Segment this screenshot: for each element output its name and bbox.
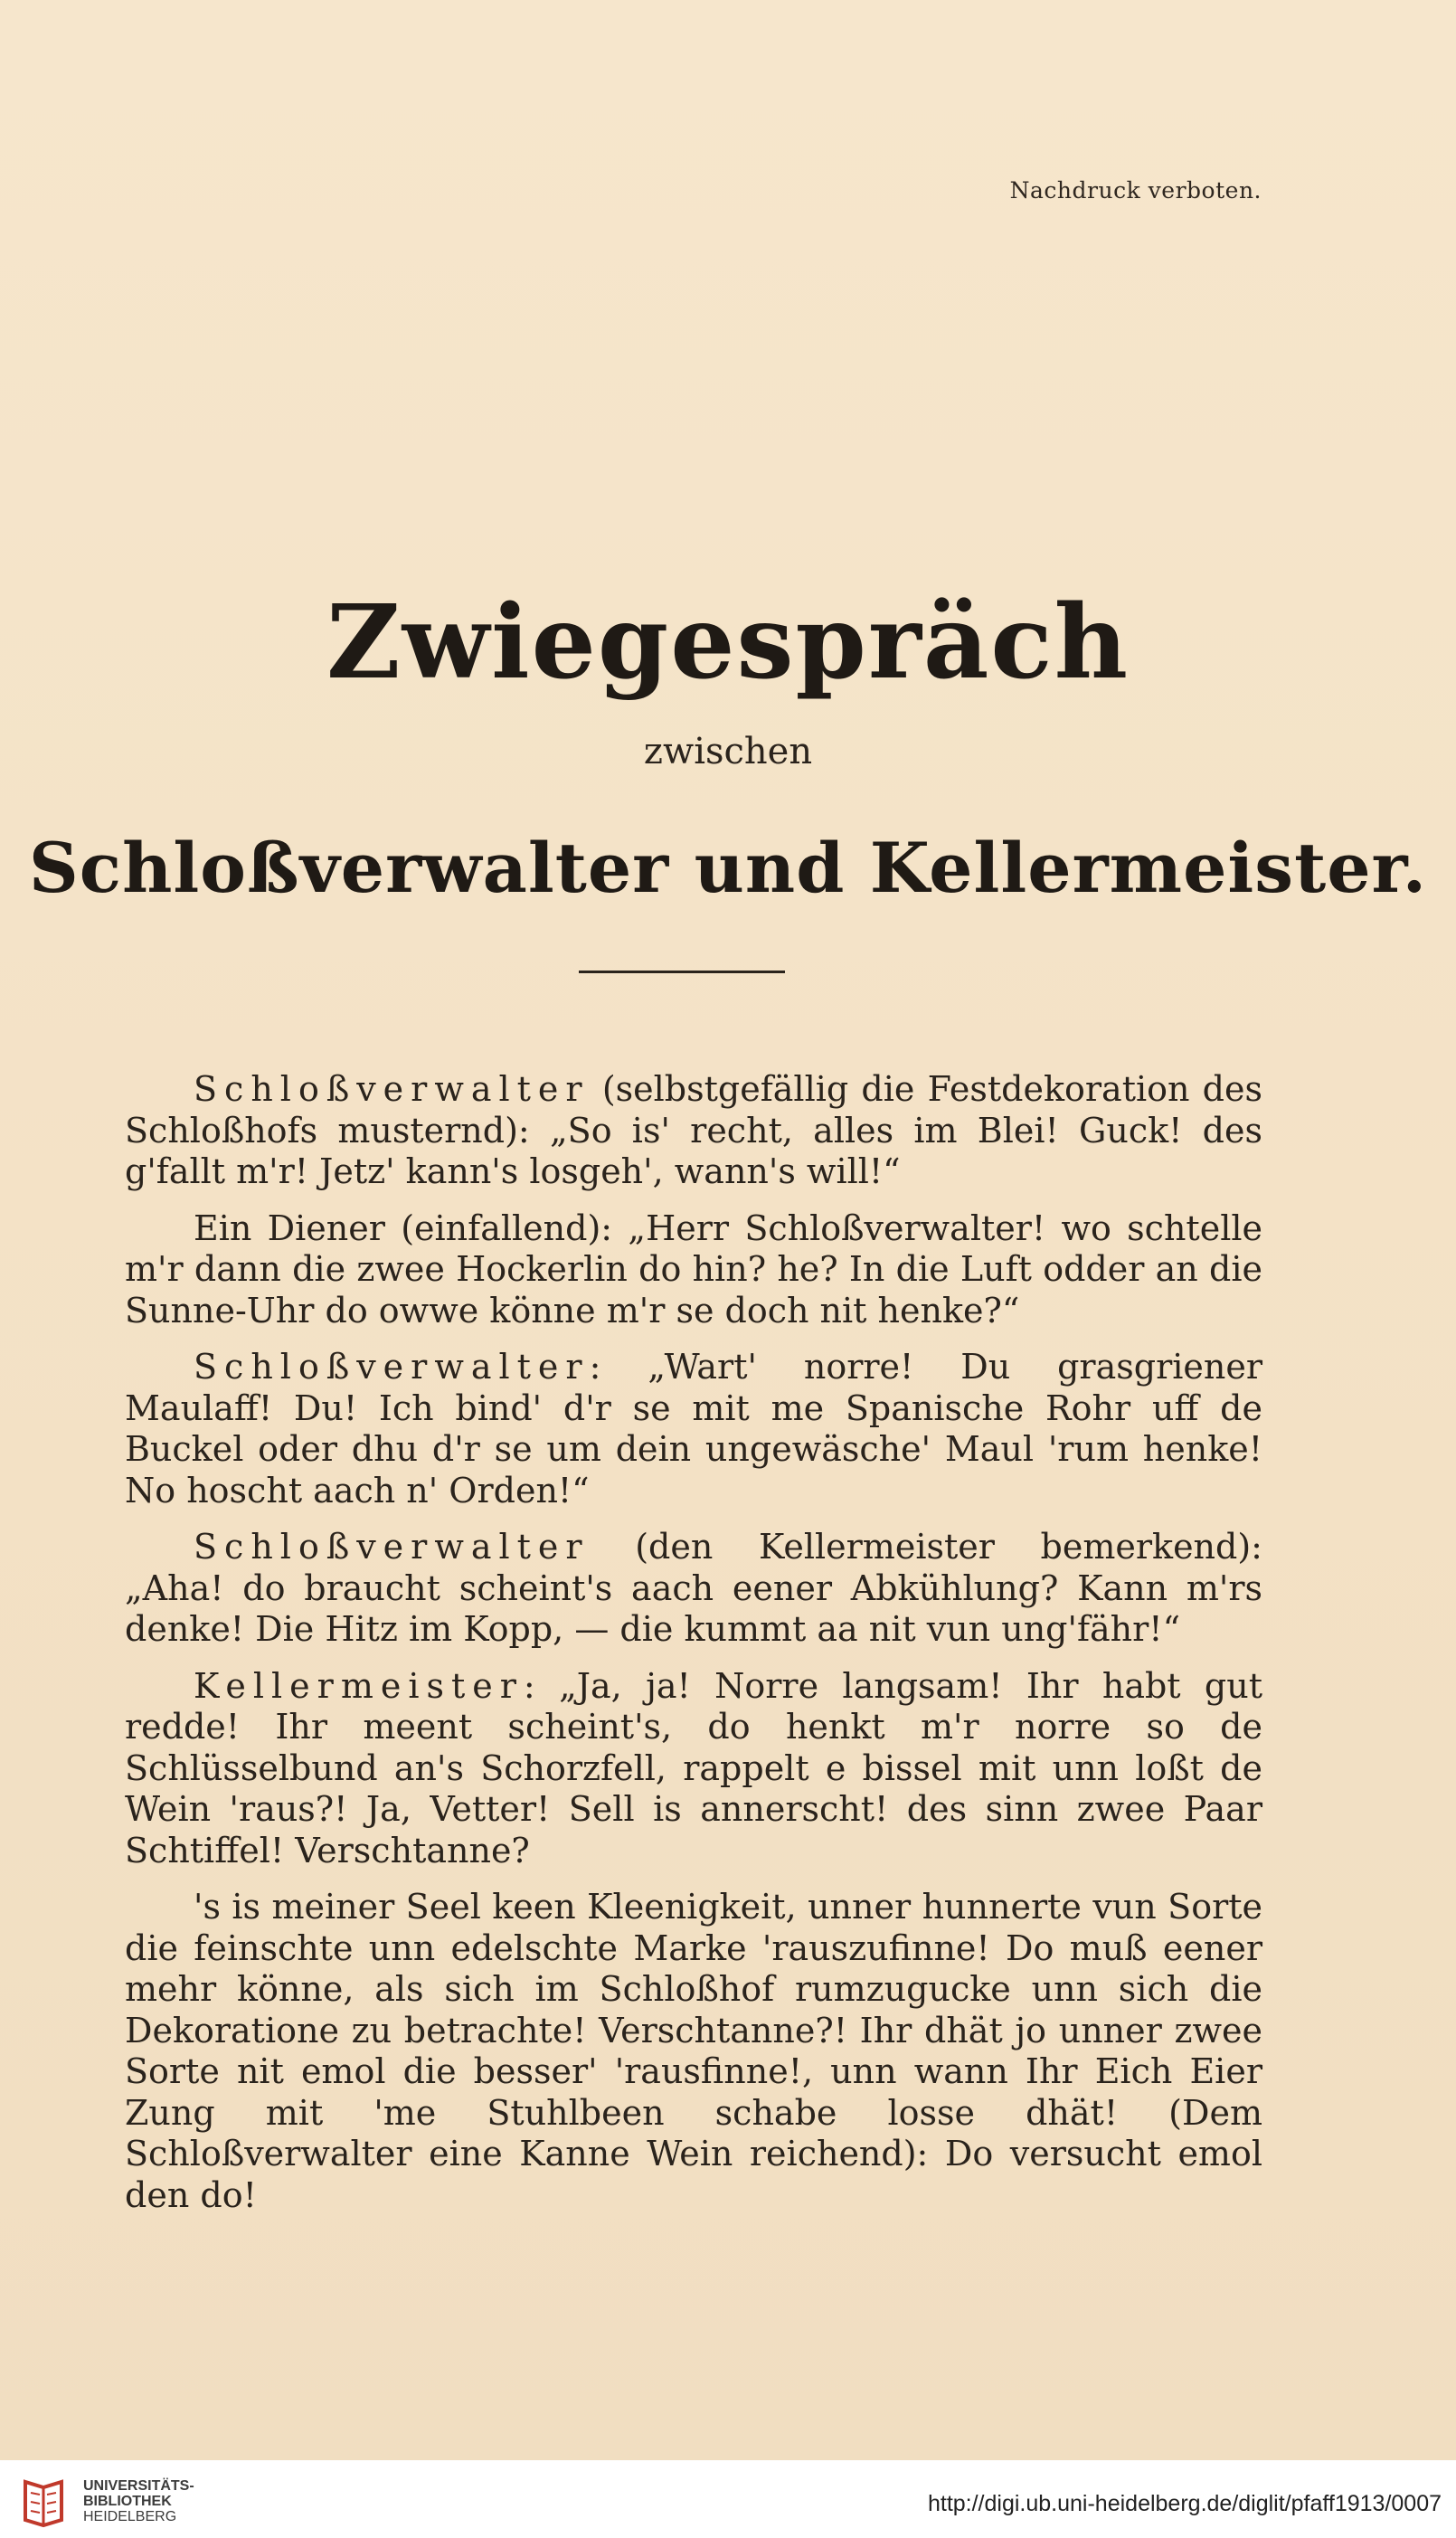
library-name-line: BIBLIOTHEK [83,2494,172,2509]
speaker-name: Schloßverwalter [194,1069,590,1109]
reprint-notice: Nachdruck verboten. [1009,177,1262,204]
dialogue-text: (den Kellermeister bemerkend): „Aha! do braucht scheint's aach eener Abkühlung? Kann m'rs denke! Die Hitz im Kopp, — die kummt aa nit vun ung'fähr!“ [125,1527,1262,1649]
title-divider [579,971,785,973]
dialogue-text: : „Ja, ja! Norre langsam! Ihr habt gut redde! Ihr meent scheint's, do henkt m'r norre so de Schlüsselbund an's Schorzfell, rappelt e bissel mit unn loßt de Wein 'raus?! Ja, Vetter! Sell is annerscht! des sinn zwee Paar Schtiffel! Verschtanne? [125,1665,1262,1870]
library-logo-icon[interactable] [13,2476,74,2529]
permalink-url[interactable]: http://digi.ub.uni-heidelberg.de/diglit/pfaff1913/0007 [927,2491,1442,2516]
speaker-name: Schloßverwalter [194,1527,590,1567]
speaker-name: Kellermeister [194,1665,524,1706]
dialogue-text: : „Wart' norre! Du grasgriener Maulaff! Du! Ich bind' d'r se mit me Spanische Rohr uff de Buckel oder dhu d'r se um dein ungewäsche' Maul 'rum henke! No hoscht aach n' Orden!“ [125,1347,1262,1510]
library-name-line: UNIVERSITÄTS- [83,2478,194,2494]
speaker-name: Ein Diener [194,1207,385,1248]
dialogue-text: (selbstgefällig die Festdekoration des Schloßhofs musternd): „So is' recht, alles im Blei! Guck! des g'fallt m'r! Jetz' kann's losgeh', wann's will!“ [125,1069,1262,1191]
library-name[interactable] [83,2478,194,2524]
dialogue-text: 's is meiner Seel keen Kleenigkeit, unner hunnerte vun Sorte die feinschte unn edelschte Marke 'rauszufinne! Do muß eener mehr könne, als sich im Schloßhof rumzugucke unn sich die Dekoratione zu betrachte! Verschtanne?! Ihr dhät jo unner zwee Sorte nit emol die besser' 'rausfinne!, unn wann Ihr Eich Eier Zung mit 'me Stuhlbeen schabe losse dhät! (Dem Schloßverwalter eine Kanne Wein reichend): Do versucht emol den do! [125,1887,1262,2215]
dialogue-body [125,1069,1262,2231]
dialogue-text: (einfallend): „Herr Schloßverwalter! wo schtelle m'r dann die zwee Hockerlin do hin? he? In die Luft odder an die Sunne-Uhr do owwe könne m'r se doch nit henke?“ [125,1207,1262,1331]
dialogue-paragraph [125,1887,1262,2216]
title-connector: zwischen [643,731,813,772]
dialogue-paragraph [125,1666,1262,1872]
dialogue-paragraph [125,1347,1262,1511]
library-name-line: HEIDELBERG [83,2509,177,2524]
speaker-name: Schloßverwalter [194,1347,590,1387]
dialogue-paragraph [125,1208,1262,1332]
dialogue-paragraph [125,1527,1262,1651]
page-title: Zwiegespräch [326,583,1130,702]
page-subtitle: Schloßverwalter und Kellermeister. [28,828,1428,908]
dialogue-paragraph [125,1069,1262,1193]
